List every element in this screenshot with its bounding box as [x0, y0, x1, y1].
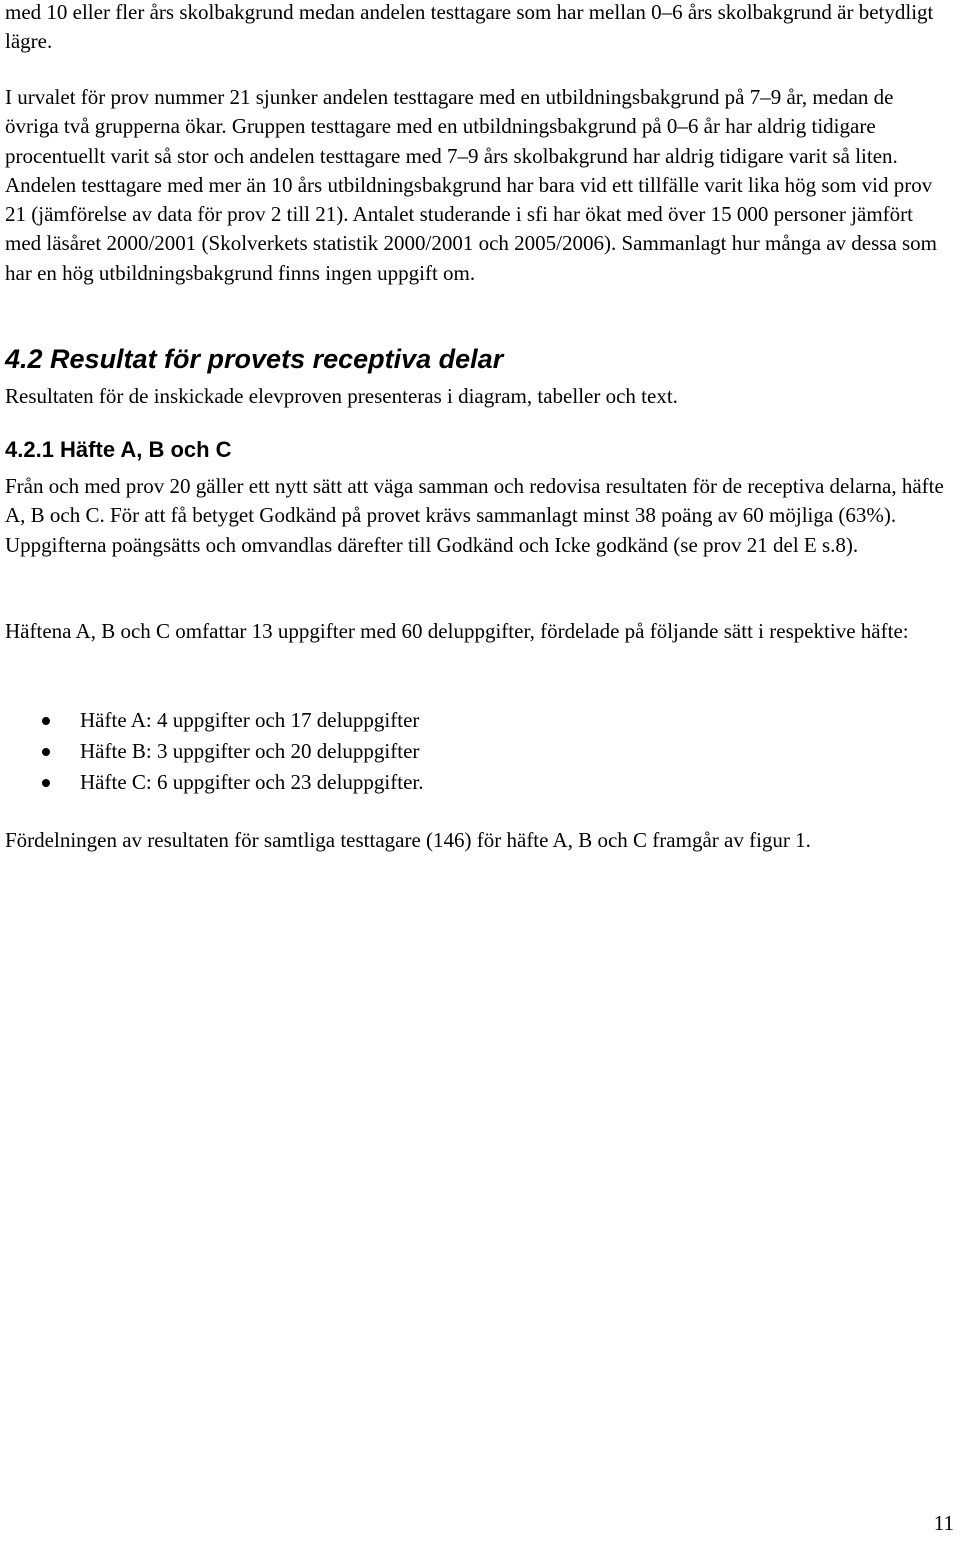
paragraph-intro: med 10 eller fler års skolbakgrund medan andelen testtagare som har mellan 0–6 års skolbakgrund är betydligt lägre. [5, 0, 934, 54]
paragraph-results-intro: Resultaten för de inskickade elevproven presenteras i diagram, tabeller och text. [5, 384, 678, 408]
section-heading: 4.2 Resultat för provets receptiva delar [5, 344, 504, 374]
list-item [5, 705, 424, 736]
paragraph-booklets: Häftena A, B och C omfattar 13 uppgifter med 60 deluppgifter, fördelade på följande sätt i respektive häfte: [5, 619, 909, 643]
list-item-text: Häfte A: 4 uppgifter och 17 deluppgifter [80, 708, 420, 732]
bullet-icon [42, 748, 50, 756]
list-item-text: Häfte C: 6 uppgifter och 23 deluppgifter. [80, 770, 424, 794]
paragraph-scoring: Från och med prov 20 gäller ett nytt sätt att väga samman och redovisa resultaten för de receptiva delarna, häfte A, B och C. För att få betyget Godkänd på provet krävs sammanlagt minst 38 poäng av 60 möjliga (63%). Uppgifterna poängsätts och omvandlas därefter till Godkänd och Icke godkänd (se prov 21 del E s.8). [5, 474, 944, 557]
list-item [5, 736, 424, 767]
booklet-list [5, 705, 424, 798]
paragraph-figure-reference: Fördelningen av resultaten för samtliga testtagare (146) för häfte A, B och C framgår av figur 1. [5, 828, 811, 852]
list-item-text: Häfte B: 3 uppgifter och 20 deluppgifter [80, 739, 420, 763]
paragraph-sample-analysis: I urvalet för prov nummer 21 sjunker andelen testtagare med en utbildningsbakgrund på 7–9 år, medan de övriga två grupperna ökar. Gruppen testtagare med en utbildningsbakgrund på 0–6 år har aldrig tidigare procentuellt varit så stor och andelen testtagare med 7–9 års skolbakgrund har aldrig tidigare varit så liten. Andelen testtagare med mer än 10 års utbildningsbakgrund har bara vid ett tillfälle varit lika hög som vid prov 21 (jämförelse av data för prov 2 till 21). Antalet studerande i sfi har ökat med över 15 000 personer jämfört med läsåret 2000/2001 (Skolverkets statistik 2000/2001 och 2005/2006). Sammanlagt hur många av dessa som har en hög utbildningsbakgrund finns ingen uppgift om. [5, 85, 938, 285]
list-item [5, 767, 424, 798]
page-number: 11 [933, 1511, 954, 1535]
subsection-heading: 4.2.1 Häfte A, B och C [5, 437, 232, 462]
bullet-icon [42, 717, 50, 725]
bullet-icon [42, 779, 50, 787]
